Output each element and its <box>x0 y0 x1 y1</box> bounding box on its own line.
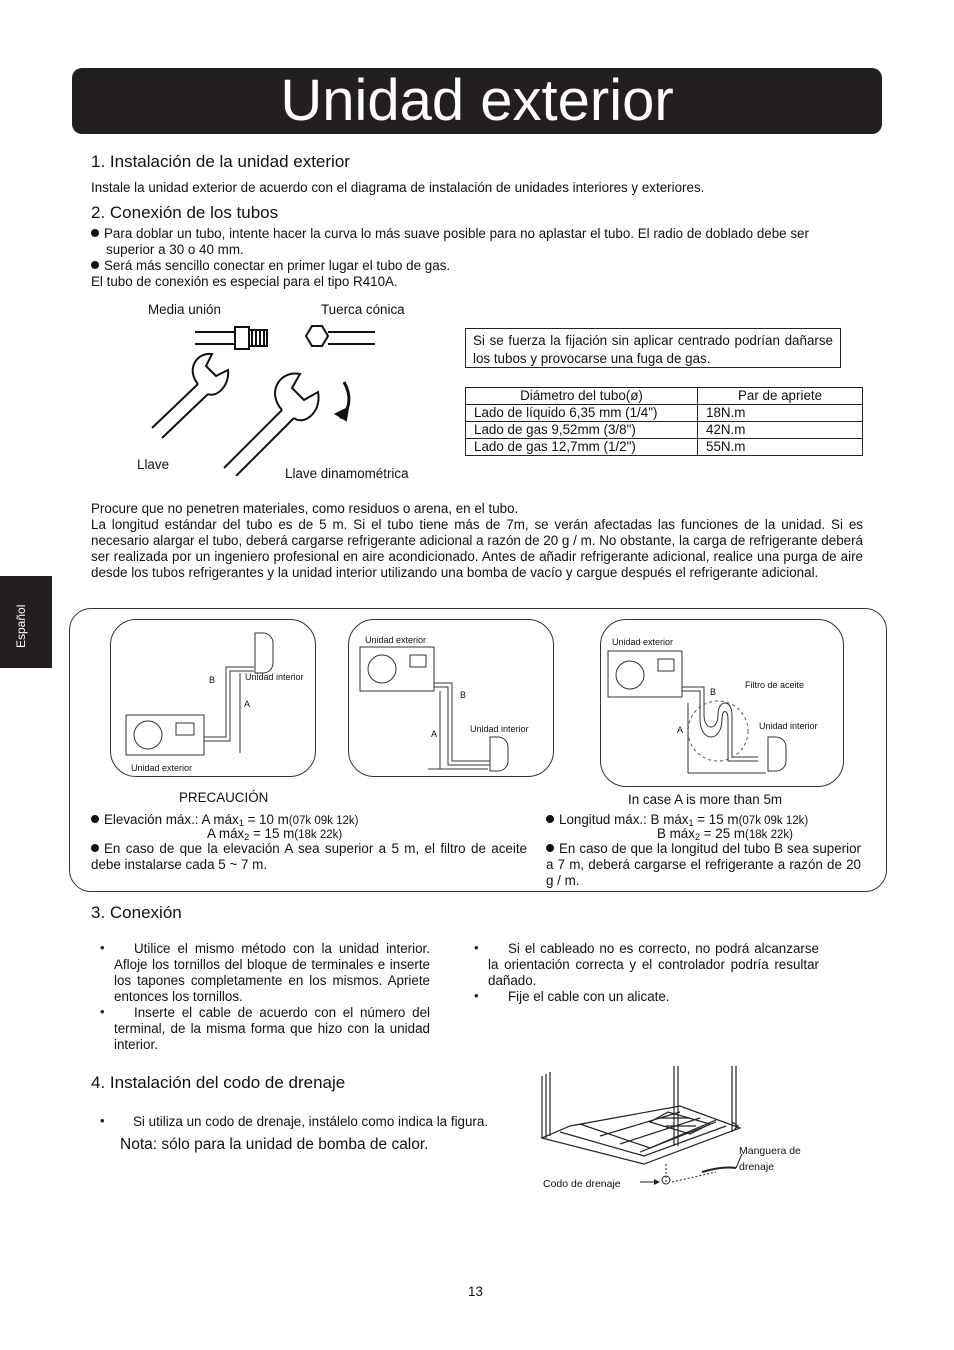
caution-heading: PRECAUCIÓN <box>179 790 269 805</box>
page-title: Unidad exterior <box>280 68 674 133</box>
diagram2-indoor-label: Unidad interior <box>470 724 529 734</box>
diagram1-label-a: A <box>244 699 251 709</box>
table-row <box>466 405 863 422</box>
diagram3-label-b: B <box>710 687 717 697</box>
bullet-dot <box>91 844 99 852</box>
language-tab <box>0 576 52 668</box>
bullet-dot <box>91 229 99 237</box>
bullet-dot: • <box>100 940 105 955</box>
bullet-dot: • <box>474 988 479 1003</box>
bullet-dot: • <box>474 940 479 955</box>
section2-heading: 2. Conexión de los tubos <box>91 203 279 222</box>
bullet-gas: Será más sencillo conectar en primer lugar el tubo de gas. <box>91 258 450 274</box>
r410a-note: El tubo de conexión es especial para el tipo R410A. <box>91 274 398 289</box>
debris-paragraph: Procure que no penetren materiales, como residuos o arena, en el tubo. <box>91 501 519 516</box>
connection-step4: Fije el cable con un alicate. <box>508 989 670 1004</box>
diagram3-indoor-label: Unidad interior <box>759 721 818 731</box>
length-max: Longitud máx.: B máx$_1$ = 15 m(07k 09k 12k) <box>546 812 808 831</box>
torque-wrench-icon <box>224 374 349 476</box>
table-header: Diámetro del tubo(ø) <box>466 388 698 405</box>
table-cell: Lado de gas 12,7mm (1/2") <box>466 439 698 456</box>
diagram1-indoor-label: Unidad interior <box>245 672 304 682</box>
warning-box: Si se fuerza la fijación sin aplicar centrado podrían dañarse los tubos y provocarse una fuga de gas. <box>465 328 841 368</box>
diagram3-label-a: A <box>677 725 684 735</box>
table-cell: Lado de líquido 6,35 mm (1/4") <box>466 405 698 422</box>
section3-heading: 3. Conexión <box>91 903 182 922</box>
bullet-dot <box>91 815 99 823</box>
oil-filter-label: Filtro de aceite <box>745 680 805 690</box>
heat-pump-note: Nota: sólo para la unidad de bomba de calor. <box>120 1136 429 1153</box>
pipe-length-paragraph: La longitud estándar del tubo es de 5 m. Si el tubo tiene más de 7m, se verán afectadas las funciones de la unidad. Si es necesario alargar el tubo, deberá cargarse refrigerante adicional a razón de 20 g / m. No obstante, la carga de refrigerante deberá ser realizada por un ingeniero profesional en aire acondicionado. Antes de añadir refrigerante adicional, realice una purga de aire desde los tubos refrigerantes y la unidad interior utilizando una bomba de vacío y cargue después el refrigerante adicional. <box>91 517 863 580</box>
connection-step3: Si el cableado no es correcto, no podrá alcanzarse la orientación correcta y el controlador podría resultar dañado. <box>488 941 819 988</box>
page-number: 13 <box>468 1284 483 1299</box>
flare-nut-label: Tuerca cónica <box>321 302 405 317</box>
bullet-bend: Para doblar un tubo, intente hacer la curva lo más suave posible para no aplastar el tubo. El radio de doblado debe ser <box>91 226 871 242</box>
section4-heading: 4. Instalación del codo de drenaje <box>91 1073 346 1092</box>
table-header: Par de apriete <box>698 388 863 405</box>
connection-step1: Utilice el mismo método con la unidad interior. Afloje los tornillos del bloque de terminales e inserte los tapones completamente en los mismos. Apriete entonces los tornillos. <box>114 941 430 1004</box>
diagram2-label-b: B <box>460 690 467 700</box>
torque-table <box>465 387 863 456</box>
drain-elbow-instruction: Si utiliza un codo de drenaje, instálelo como indica la figura. <box>133 1114 489 1129</box>
torque-wrench-label: Llave dinamométrica <box>285 466 409 481</box>
diagram1-outdoor-label: Unidad exterior <box>131 763 193 773</box>
diagram3-outdoor-label: Unidad exterior <box>612 637 674 647</box>
table-header-row <box>466 388 863 405</box>
diagram1-label-b: B <box>209 675 216 685</box>
half-union-icon <box>195 327 267 349</box>
tools-illustration <box>140 318 380 476</box>
title-bar <box>72 68 882 134</box>
connection-step2: Inserte el cable de acuerdo con el número del terminal, de la misma forma que hizo con la unidad interior. <box>114 1005 430 1052</box>
diagram2-label-a: A <box>431 729 438 739</box>
diagram1-drawing <box>110 619 316 777</box>
wrench-icon <box>152 354 228 438</box>
bullet-dot <box>546 815 554 823</box>
half-union-label: Media unión <box>148 302 221 317</box>
table-row <box>466 422 863 439</box>
bullet-dot: • <box>100 1113 105 1128</box>
table-cell: 42N.m <box>698 422 863 439</box>
drain-hose-label-2: drenaje <box>739 1161 775 1173</box>
elevation-max: Elevación máx.: A máx$_1$ = 10 m(07k 09k 12k) <box>91 812 358 831</box>
section1-heading: 1. Instalación de la unidad exterior <box>91 152 350 171</box>
bullet-dot: • <box>100 1004 105 1019</box>
oil-filter-note: En caso de que la elevación A sea superior a 5 m, el filtro de aceite debe instalarse cada 5 ~ 7 m. <box>91 841 527 872</box>
case-a-heading: In case A is more than 5m <box>628 792 783 807</box>
table-row <box>466 439 863 456</box>
table-cell: Lado de gas 9,52mm (3/8") <box>466 422 698 439</box>
table-cell: 55N.m <box>698 439 863 456</box>
drain-elbow-label: Codo de drenaje <box>543 1178 621 1190</box>
bullet-bend-cont: superior a 30 o 40 mm. <box>106 242 244 257</box>
table-cell: 18N.m <box>698 405 863 422</box>
bullet-dot <box>546 844 554 852</box>
language-label: Español <box>14 604 28 648</box>
section1-text: Instale la unidad exterior de acuerdo con el diagrama de instalación de unidades interiores y exteriores. <box>91 180 705 195</box>
diagram2-outdoor-label: Unidad exterior <box>365 635 427 645</box>
elevation-max-2: A máx$_2$ = 15 m(18k 22k) <box>207 826 343 842</box>
length-note: En caso de que la longitud del tubo B sea superior a 7 m, deberá cargarse el refrigerante a razón de 20 g / m. <box>546 841 861 888</box>
flare-nut-icon <box>306 326 375 346</box>
bullet-dot <box>91 261 99 269</box>
length-max-2: B máx$_2$ = 25 m(18k 22k) <box>657 826 793 842</box>
drain-hose-label: Manguera de <box>739 1145 801 1157</box>
wrench-label: Llave <box>137 457 170 472</box>
